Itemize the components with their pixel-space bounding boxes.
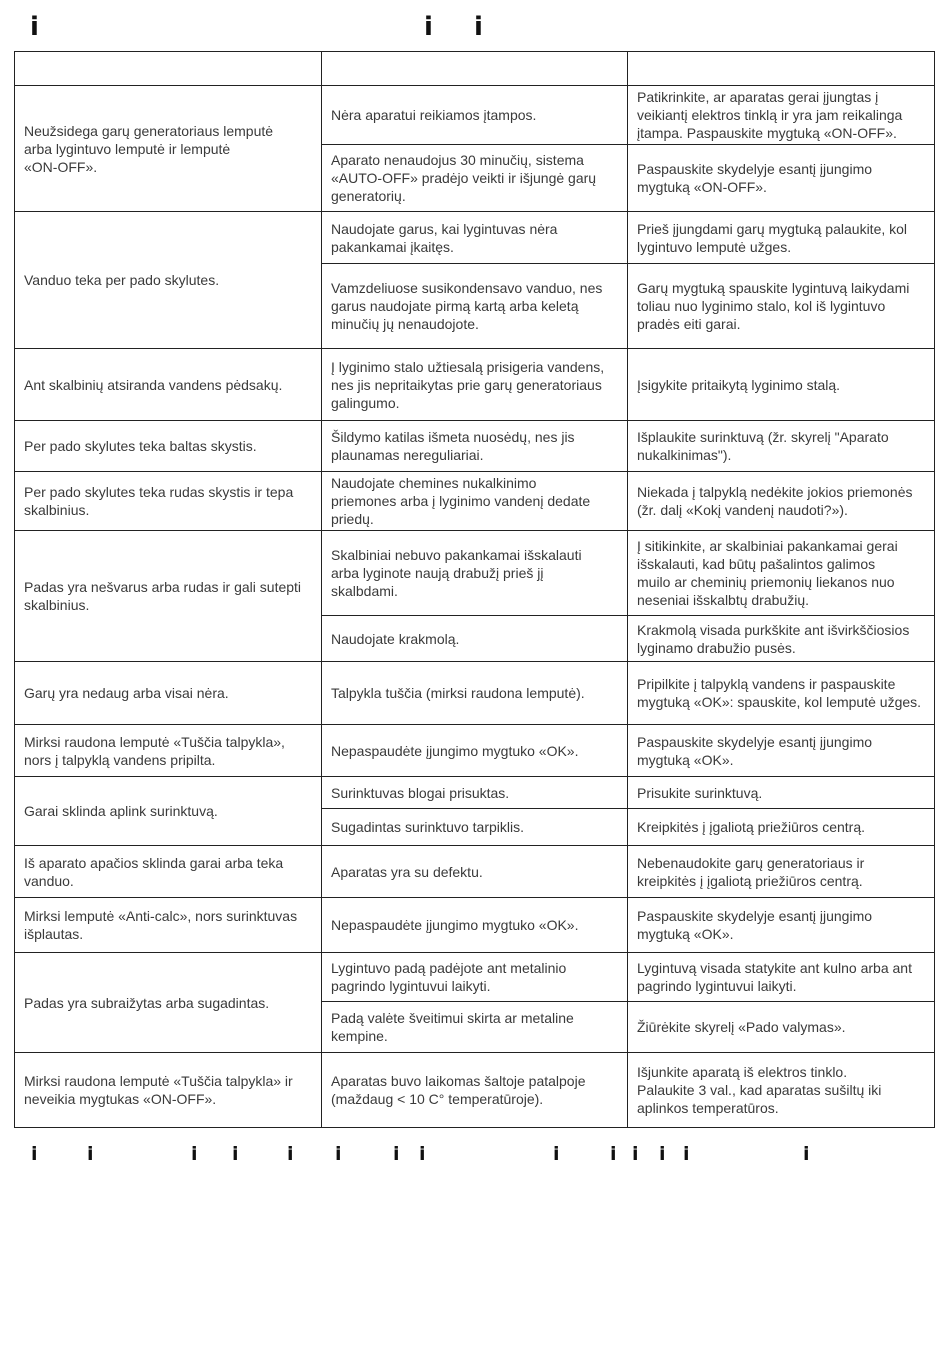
cause-text: Nėra aparatui reikiamos įtampos. [331,107,537,123]
column-header-solution [628,52,935,86]
solution-text: Prisukite surinktuvą. [637,784,763,801]
problem-cell [15,349,322,421]
footer-glyph: i [659,1143,666,1165]
problem-text: Padas yra subraižytas arba sugadintas. [24,994,270,1011]
table-row [15,472,935,531]
table-row [15,898,935,953]
cause-text: Surinktuvas blogai prisuktas. [331,784,510,801]
problem-text: Padas yra nešvarus arba rudas ir gali sutepti skalbinius. [24,579,302,613]
cause-text: Aparatas buvo laikomas šaltoje patalpoje (maždaug < 10 C° temperatūroje). [331,1073,586,1107]
cause-text: Nepaspaudėte įjungimo mygtuko «OK». [331,742,579,759]
problem-cell [15,1053,322,1128]
solution-cell [628,212,935,264]
problem-cell [15,953,322,1053]
cause-cell [322,809,628,846]
solution-cell [628,86,935,145]
solution-cell [628,1053,935,1128]
cause-cell [322,846,628,898]
problem-text: Per pado skylutes teka rudas skystis ir tepa skalbinius. [24,484,294,518]
solution-cell [628,953,935,1002]
solution-text: Kreipkitės į įgaliotą priežiūros centrą. [637,819,865,835]
cause-text: Aparatas yra su defektu. [331,863,483,880]
problem-text: Iš aparato apačios sklinda garai arba teka vanduo. [24,854,284,889]
cause-cell [322,349,628,421]
problem-text: Neužsidega garų generatoriaus lemputė arba lygintuvo lemputė ir lemputė «ON-OFF». [24,122,274,175]
footer-glyph: i [610,1143,617,1165]
table-row [15,777,935,809]
problem-cell [15,898,322,953]
solution-cell [628,421,935,472]
cause-cell [322,472,628,531]
problem-cell [15,531,322,662]
solution-text: Prieš įjungdami garų mygtuką palaukite, kol lygintuvo lemputė užges. [637,220,908,255]
problem-cell [15,725,322,777]
cause-text: Naudojate krakmolą. [331,630,460,647]
cause-text: Skalbiniai nebuvo pakankamai išskalauti arba lyginote naują drabužį prieš jį skalbdami. [331,547,582,599]
cause-cell [322,953,628,1002]
solution-text: Paspauskite skydelyje esantį įjungimo mygtuką «OK». [637,908,873,942]
problem-text: Vanduo teka per pado skylutes. [24,272,220,288]
problem-cell [15,212,322,349]
table-row [15,662,935,725]
table-row [15,1053,935,1128]
footer-glyph: i [31,1143,38,1165]
solution-text: Paspauskite skydelyje esantį įjungimo mygtuką «ON-OFF». [637,161,873,195]
footer-glyph: i [87,1143,94,1165]
cause-cell [322,86,628,145]
footer-glyph: i [553,1143,560,1165]
solution-text: Krakmolą visada purkškite ant išvirkščiosios lyginamo drabužio pusės. [637,621,910,656]
header-glyph: i [30,12,39,42]
cause-cell [322,725,628,777]
solution-cell [628,846,935,898]
cause-cell [322,1002,628,1053]
cause-cell [322,898,628,953]
solution-cell [628,264,935,349]
cause-text: Į lyginimo stalo užtiesalą prisigeria vandens, nes jis nepritaikytas prie garų generatoriaus galingumo. [331,358,605,411]
problem-cell [15,421,322,472]
problem-cell [15,662,322,725]
footer-glyph: i [393,1143,400,1165]
table-header-row [15,52,935,86]
cause-text: Padą valėte šveitimui skirta ar metaline kempine. [331,1010,574,1044]
solution-text: Niekada į talpyklą nedėkite jokios priemonės (žr. dalį «Kokį vandenį naudoti?»). [637,484,913,518]
footer-glyph: i [335,1143,342,1165]
solution-cell [628,349,935,421]
cause-cell [322,1053,628,1128]
problem-cell [15,777,322,846]
solution-text: Išplaukite surinktuvą (žr. skyrelį "Aparato nukalkinimas"). [637,429,889,463]
footer-glyph: i [287,1143,294,1165]
table-row [15,953,935,1002]
table-row [15,349,935,421]
table-row [15,212,935,264]
solution-cell [628,1002,935,1053]
column-header-cause [322,52,628,86]
problem-cell [15,846,322,898]
solution-text: Garų mygtuką spauskite lygintuvą laikydami toliau nuo lyginimo stalo, kol iš lygintuvo pradės eiti garai. [637,280,910,332]
solution-text: Žiūrėkite skyrelį «Pado valymas». [637,1019,846,1035]
cause-text: Naudojate garus, kai lygintuvas nėra pakankamai įkaitęs. [331,220,558,255]
footer-glyphs [0,1139,950,1169]
problem-text: Per pado skylutes teka baltas skystis. [24,438,257,454]
cause-cell [322,421,628,472]
header-glyphs [0,12,950,42]
cause-text: Talpykla tuščia (mirksi raudona lemputė). [331,685,585,701]
cause-cell [322,616,628,662]
footer-glyph: i [191,1143,198,1165]
problem-text: Ant skalbinių atsiranda vandens pėdsakų. [24,376,283,393]
solution-cell [628,662,935,725]
cause-text: Vamzdeliuose susikondensavo vanduo, nes garus naudojate pirmą kartą arba keletą minučių jų nenaudojote. [331,280,603,332]
cause-text: Sugadintas surinktuvo tarpiklis. [331,819,524,835]
solution-cell [628,725,935,777]
footer-glyph: i [632,1143,639,1165]
cause-text: Aparato nenaudojus 30 minučių, sistema «AUTO-OFF» pradėjo veikti ir išjungė garų generatorių. [331,152,597,204]
cause-cell [322,777,628,809]
footer-glyph: i [419,1143,426,1165]
problem-text: Mirksi raudona lemputė «Tuščia talpykla», nors į talpyklą vandens pripilta. [24,733,285,768]
footer-glyph: i [803,1143,810,1165]
problem-text: Garų yra nedaug arba visai nėra. [24,685,229,701]
footer-glyph: i [232,1143,239,1165]
table-row [15,846,935,898]
header-glyph: i [474,12,483,42]
solution-text: Lygintuvą visada statykite ant kulno arba ant pagrindo lygintuvui laikyti. [637,960,912,994]
header-glyph: i [424,12,433,42]
problem-text: Mirksi lemputė «Anti-calc», nors surinktuvas išplautas. [24,908,298,942]
table-row [15,531,935,616]
solution-cell [628,531,935,616]
cause-text: Naudojate chemines nukalkinimo priemones arba į lyginimo vandenį dedate priedų. [331,475,591,527]
footer-glyph: i [683,1143,690,1165]
table-row [15,725,935,777]
solution-cell [628,809,935,846]
troubleshooting-table [14,51,935,1128]
table-row [15,86,935,145]
cause-cell [322,531,628,616]
problem-cell [15,472,322,531]
solution-text: Išjunkite aparatą iš elektros tinklo. Palaukite 3 val., kad aparatas sušiltų iki aplinkos temperatūros. [637,1064,882,1116]
column-header-problem [15,52,322,86]
cause-cell [322,212,628,264]
solution-text: Paspauskite skydelyje esantį įjungimo mygtuką «OK». [637,733,873,768]
problem-text: Mirksi raudona lemputė «Tuščia talpykla» ir neveikia mygtukas «ON-OFF». [24,1073,293,1107]
cause-cell [322,264,628,349]
cause-text: Nepaspaudėte įjungimo mygtuko «OK». [331,917,579,933]
solution-cell [628,472,935,531]
table-row [15,421,935,472]
cause-cell [322,145,628,212]
solution-cell [628,898,935,953]
problem-text: Garai sklinda aplink surinktuvą. [24,803,218,819]
problem-cell [15,86,322,212]
solution-text: Pripilkite į talpyklą vandens ir paspauskite mygtuką «OK»: spauskite, kol lemputė užges. [637,676,922,710]
solution-text: Nebenaudokite garų generatoriaus ir kreipkitės į įgaliotą priežiūros centrą. [637,854,865,889]
solution-cell [628,777,935,809]
solution-text: Patikrinkite, ar aparatas gerai įjungtas į veikiantį elektros tinklą ir yra jam reikalinga įtampa. Paspauskite mygtuką «ON-OFF». [637,89,903,141]
solution-text: Į sitikinkite, ar skalbiniai pakankamai gerai išskalauti, kad būtų pašalintos galimos muilo ar cheminių priemonių liekanos nuo neseniai išskalbtų drabužių. [637,538,898,608]
cause-cell [322,662,628,725]
cause-text: Šildymo katilas išmeta nuosėdų, nes jis plaunamas nereguliariai. [331,429,575,463]
solution-cell [628,616,935,662]
cause-text: Lygintuvo padą padėjote ant metalinio pagrindo lygintuvui laikyti. [331,960,567,994]
solution-text: Įsigykite pritaikytą lyginimo stalą. [637,376,841,393]
solution-cell [628,145,935,212]
